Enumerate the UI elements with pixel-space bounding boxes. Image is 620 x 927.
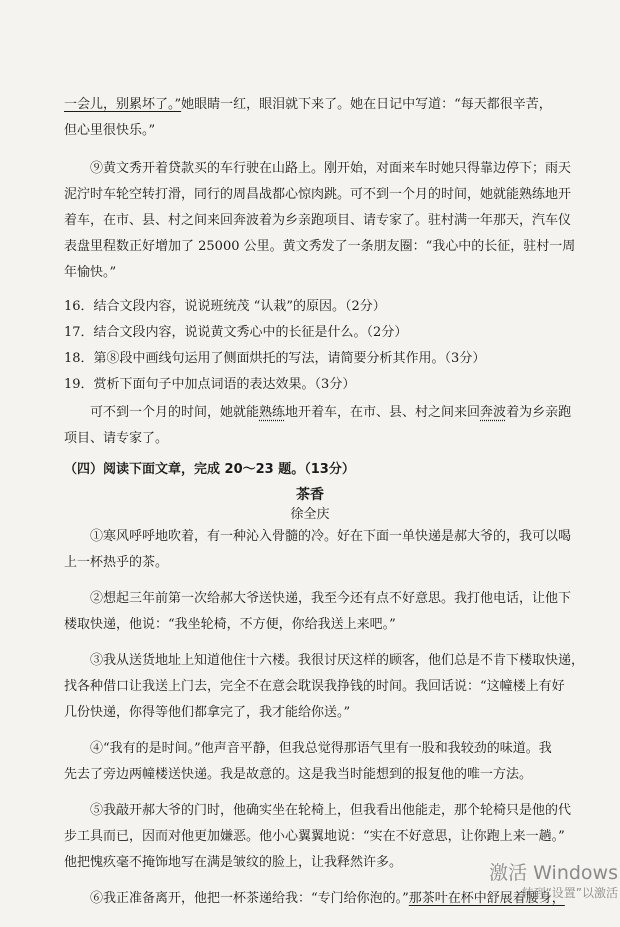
article-line-9: [64, 766, 584, 784]
article-line-1-part-1: ①寒风呼呼地吹着，有一种沁入骨髓的冷。好在下面一单快递是郝大爷的，我可以喝: [90, 529, 572, 544]
article-line-b-1-part-1: ⑥我正准备离开，他把一杯茶递给我：“专门给你泡的。”: [90, 891, 409, 906]
article-author: 徐全庆: [290, 507, 330, 522]
article-line-10: [90, 802, 584, 820]
article-line-7: [64, 704, 584, 722]
quote-line-1-part-3: 地开着车，在市、县、村之间来回: [285, 405, 481, 420]
passage-line-7: [64, 264, 584, 282]
article-line-8: [90, 740, 584, 758]
article-line-4: [64, 616, 584, 634]
passage-line-4: [64, 186, 584, 204]
article-line-6-part-1: 找各种借口让我送上门去，完全不在意会耽误我挣钱的时间。我回话说：“这幢楼上有好: [64, 679, 565, 694]
passage-line-7-part-1: 年愉快。”: [64, 265, 117, 280]
passage-line-1: [64, 96, 584, 114]
passage-line-1-part-2: 她眼睛一红，眼泪就下来了。她在日记中写道：“每天都很辛苦，: [181, 97, 552, 112]
quote-line-1: [90, 404, 584, 422]
question-17: 17．结合文段内容，说说黄文秀心中的长征是什么。（2分）: [64, 325, 408, 340]
article-line-b-1-part-2: 那茶叶在杯中舒展着腰身，: [408, 891, 565, 906]
article-line-5-part-1: ③我从送货地址上知道他住十六楼。我很讨厌这样的顾客，他们总是不肯下楼取快递，: [90, 653, 584, 668]
article-line-10-part-1: ⑤我敲开郝大爷的门时，他确实坐在轮椅上，但我看出他能走，那个轮椅只是他的代: [90, 803, 572, 818]
article-line-9-part-1: 先去了旁边两幢楼送快递。我是故意的。这是我当时能想到的报复他的唯一方法。: [64, 767, 533, 782]
passage-line-3: [90, 160, 584, 178]
quote-line-1-part-2: 熟练: [259, 405, 286, 420]
passage-line-3-part-1: ⑨黄文秀开着贷款买的车行驶在山路上。刚开始，对面来车时她只得靠边停下；雨天: [90, 161, 572, 176]
passage-line-2-part-1: 但心里很快乐。”: [64, 123, 156, 138]
question-16: 16．结合文段内容，说说班统茂 “认栽”的原因。（2分）: [64, 299, 386, 314]
passage-line-5: [64, 212, 584, 230]
activation-watermark-subtitle: 转到“设置”以激活: [521, 886, 618, 900]
question-18: 18．第⑧段中画线句运用了侧面烘托的写法，请简要分析其作用。（3分）: [64, 351, 486, 366]
article-line-8-part-1: ④“我有的是时间。”他声音平静，但我总觉得那语气里有一股和我较劲的味道。我: [90, 741, 552, 756]
article-title: 茶香: [296, 487, 324, 503]
quote-line-1-part-5: 着为乡亲跑: [506, 405, 572, 420]
section-four-heading: （四）阅读下面文章，完成 20～23 题。（13分）: [64, 462, 355, 477]
passage-line-5-part-1: 着车，在市、县、村之间来回奔波着为乡亲跑项目、请专家了。驻村满一年那天，汽车仪: [64, 213, 572, 228]
quote-line-1-part-1: 可不到一个月的时间，她就能: [90, 405, 260, 420]
article-line-5: [90, 652, 584, 670]
article-line-1: [90, 528, 584, 546]
quote-line-2: [64, 430, 584, 448]
quote-line-1-part-4: 奔波: [480, 405, 507, 420]
article-line-2-part-1: 上一杯热乎的茶。: [64, 555, 169, 570]
passage-line-2: [64, 122, 584, 140]
article-line-3-part-1: ②想起三年前第一次给郝大爷送快递，我至今还有点不好意思。我打他电话，让他下: [90, 591, 572, 606]
passage-line-6-part-1: 表盘里程数正好增加了 25000 公里。黄文秀发了一条朋友圈：“我心中的长征，驻村一周: [64, 239, 576, 254]
question-19: 19．赏析下面句子中加点词语的表达效果。（3分）: [64, 377, 356, 392]
quote-line-2-part-1: 项目、请专家了。: [64, 431, 169, 446]
article-line-11-part-1: 步工具而已，因而对他更加嫌恶。他小心翼翼地说：“实在不好意思，让你跑上来一趟。”: [64, 829, 565, 844]
article-line-12-part-1: 他把愧疚毫不掩饰地写在满是皱纹的脸上，让我释然许多。: [64, 855, 403, 870]
article-line-2: [64, 554, 584, 572]
passage-line-6: [64, 238, 584, 256]
article-line-7-part-1: 几份快递，你得等他们都拿完了，我才能给你送。”: [64, 705, 351, 720]
article-line-b-1: [90, 890, 584, 908]
article-line-6: [64, 678, 584, 696]
article-line-4-part-1: 楼取快递，他说：“我坐轮椅，不方便，你给我送上来吧。”: [64, 617, 396, 632]
activation-watermark-title: 激活 Windows: [489, 862, 618, 884]
passage-line-1-part-1: 一会儿，别累坏了。”: [64, 97, 182, 112]
article-line-11: [64, 828, 584, 846]
passage-line-4-part-1: 泥泞时车轮空转打滑，同行的周昌战都心惊肉跳。可不到一个月的时间，她就能熟练地开: [64, 187, 572, 202]
article-line-3: [90, 590, 584, 608]
